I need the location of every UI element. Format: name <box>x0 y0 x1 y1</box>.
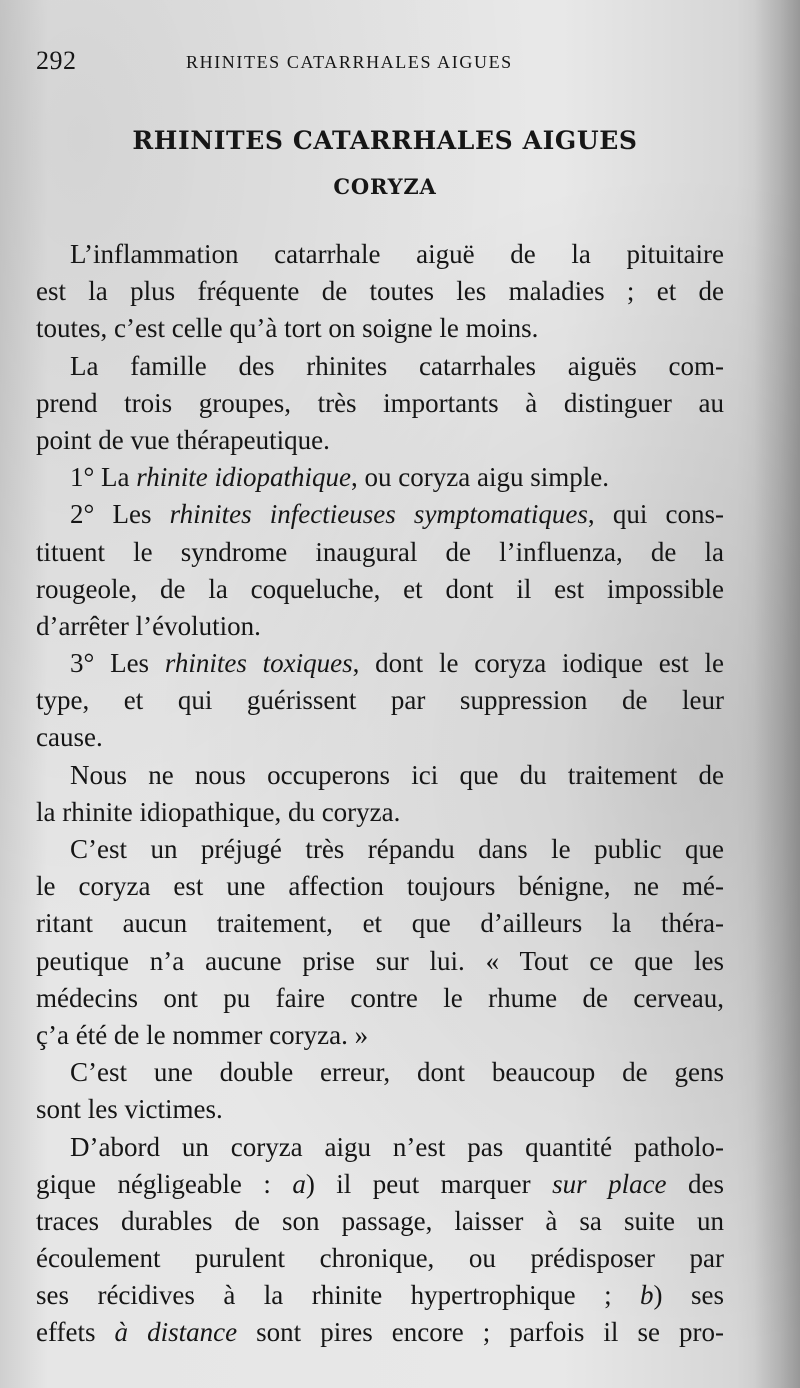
italic-text: a <box>292 1168 306 1199</box>
text-line <box>36 459 724 496</box>
text-run: gique négligeable : <box>36 1168 293 1199</box>
text-run: ses récidives à la rhinite hypertrophique ; <box>36 1280 641 1311</box>
text-line <box>36 273 724 310</box>
text-line <box>36 943 724 980</box>
text-run: écoulement purulent chronique, ou prédisposer par <box>36 1243 724 1274</box>
text-run: 1° La <box>70 462 137 493</box>
italic-text: b <box>640 1280 654 1311</box>
text-run: effets <box>36 1317 115 1348</box>
text-run: D’abord un coryza aigu n’est pas quantité patholo- <box>70 1131 724 1162</box>
text-line <box>36 385 724 422</box>
text-run: traces durables de son passage, laisser à sa suite un <box>36 1205 724 1236</box>
text-line <box>36 1314 724 1351</box>
text-run: L’inflammation catarrhale aiguë de la pituitaire <box>70 239 724 269</box>
text-run: , ou coryza aigu simple. <box>351 462 609 493</box>
text-run: des <box>666 1168 724 1199</box>
text-run: ) il peut marquer <box>305 1168 553 1199</box>
italic-text: à distance <box>114 1317 238 1348</box>
text-line <box>36 348 724 385</box>
text-run: la rhinite idiopathique, du coryza. <box>36 796 401 827</box>
text-run: C’est un préjugé très répandu dans le public que <box>70 834 724 864</box>
text-line <box>36 1054 724 1091</box>
text-run: ritant aucun traitement, et que d’ailleurs la théra- <box>36 908 724 939</box>
text-run: , qui cons- <box>587 499 724 530</box>
text-run: est la plus fréquente de toutes les maladies ; et de <box>36 276 724 307</box>
text-run: ç’a été de le nommer coryza. » <box>36 1019 369 1050</box>
italic-text: sur place <box>552 1168 667 1199</box>
text-line <box>36 1240 724 1277</box>
text-line <box>36 496 724 533</box>
running-title: RHINITES CATARRHALES AIGUES <box>186 52 513 72</box>
text-line <box>36 905 724 942</box>
chapter-title: RHINITES CATARRHALES AIGUES <box>132 126 638 155</box>
text-line <box>36 980 724 1017</box>
text-line <box>36 310 724 347</box>
text-run: Nous ne nous occuperons ici que du traitement de <box>70 759 724 790</box>
text-run: toutes, c’est celle qu’à tort on soigne le moins. <box>36 313 539 344</box>
text-run: tituent le syndrome inaugural de l’influenza, de la <box>36 536 724 567</box>
text-line <box>36 534 724 571</box>
text-line <box>36 1277 724 1314</box>
text-run: , dont le coryza iodique est le <box>352 648 724 679</box>
text-line <box>36 236 724 273</box>
text-run: sont les victimes. <box>36 1094 223 1125</box>
text-line <box>36 1129 724 1166</box>
body-text <box>36 236 724 1352</box>
text-run: cause. <box>36 722 103 753</box>
text-line <box>36 571 724 608</box>
text-line <box>36 422 724 459</box>
chapter-subtitle: CORYZA <box>333 174 437 199</box>
text-line <box>36 757 724 794</box>
text-run: La famille des rhinites catarrhales aiguës com- <box>70 350 724 381</box>
text-run: C’est une double erreur, dont beaucoup de gens <box>70 1057 724 1088</box>
italic-text: rhinites infectieuses symptomatiques <box>169 499 588 530</box>
italic-text: rhinites toxiques <box>164 648 353 679</box>
text-run: 3° Les <box>70 648 165 679</box>
text-line <box>36 719 724 756</box>
text-run: ) ses <box>653 1280 724 1311</box>
text-run: le coryza est une affection toujours bénigne, ne mé- <box>36 871 724 902</box>
text-run: peutique n’a aucune prise sur lui. « Tout ce que les <box>36 945 724 976</box>
text-line <box>36 1017 724 1054</box>
text-line <box>36 1166 724 1203</box>
text-run: 2° Les <box>70 499 170 530</box>
text-line <box>36 794 724 831</box>
text-run: sont pires encore ; parfois il se pro- <box>237 1317 724 1348</box>
text-run: médecins ont pu faire contre le rhume de cerveau, <box>36 982 724 1013</box>
text-run: point de vue thérapeutique. <box>36 424 330 455</box>
italic-text: rhinite idiopathique <box>136 462 352 493</box>
page-number: 292 <box>36 46 77 75</box>
text-line <box>36 868 724 905</box>
text-line <box>36 1091 724 1128</box>
text-line <box>36 608 724 645</box>
text-line <box>36 831 724 868</box>
text-line <box>36 682 724 719</box>
text-line <box>36 645 724 682</box>
text-run: d’arrêter l’évolution. <box>36 610 261 641</box>
text-run: rougeole, de la coqueluche, et dont il est impossible <box>36 573 724 604</box>
text-line <box>36 1203 724 1240</box>
text-run: prend trois groupes, très importants à distinguer au <box>36 387 724 418</box>
running-head <box>36 46 740 76</box>
text-run: type, et qui guérissent par suppression de leur <box>36 685 724 716</box>
